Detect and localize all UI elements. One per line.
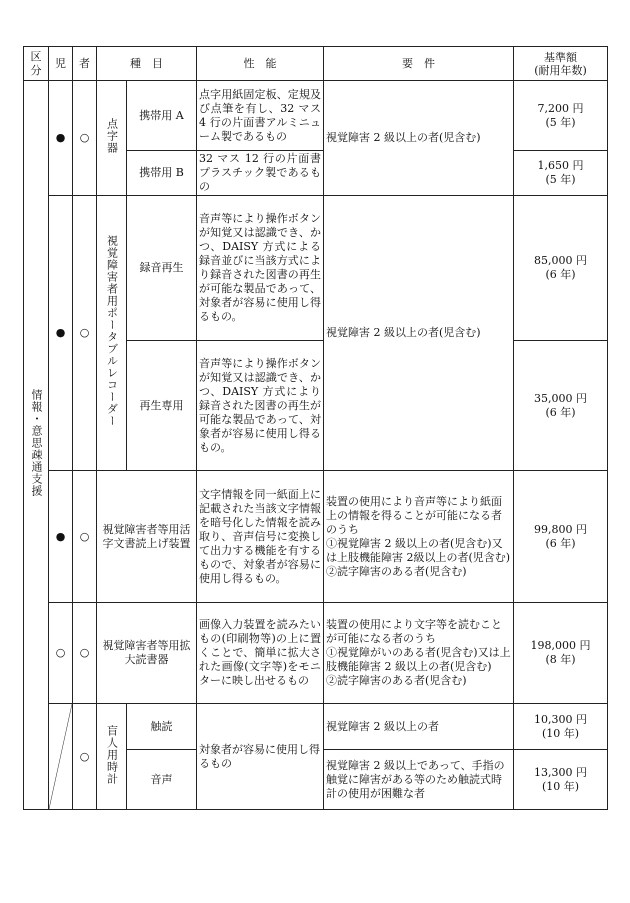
amount-cell: 13,300 円 (10 年) [514, 750, 608, 810]
performance-text: 点字用紙固定板、定規及び点筆を有し、32 マス 4 行の片面書アルミニューム製であるもの [197, 81, 324, 151]
amount-cell: 35,000 円 (6 年) [514, 341, 608, 471]
header-person: 者 [73, 47, 97, 81]
item-name: 録音再生 [127, 196, 197, 341]
amount-cell: 99,800 円 (6 年) [514, 471, 608, 603]
watch-group: 盲人用時計 [97, 704, 127, 810]
performance-text: 32 マス 12 行の片面書プラスチック製であるもの [197, 151, 324, 196]
amount-cell: 1,650 円 (5 年) [514, 151, 608, 196]
requirement-text: 視覚障害 2 級以上の者(児含む) [324, 81, 514, 196]
header-row [24, 47, 608, 81]
requirement-text: 装置の使用により文字等を読むことが可能になる者のうち ①視覚障がいのある者(児含む)又は上肢機能障害 2 級以上の者(児含む) ②読字障害のある者(児含む) [324, 603, 514, 704]
table-row [24, 471, 608, 603]
header-amount: 基準額 (耐用年数) [514, 47, 608, 81]
table-row [24, 196, 608, 341]
header-category: 区分 [24, 47, 49, 81]
item-name: 携帯用 A [127, 81, 197, 151]
performance-text: 音声等により操作ボタンが知覚又は認識でき、かつ、DAISY 方式により録音された図書の再生が可能な製品であって、対象者が容易に使用し得るもの。 [197, 341, 324, 471]
equipment-table [23, 46, 608, 810]
performance-text: 音声等により操作ボタンが知覚又は認識でき、かつ、DAISY 方式による録音並びに当該方式により録音された図書の再生が可能な製品であって、対象者が容易に使用し得るもの。 [197, 196, 324, 341]
braille-group: 点字器 [97, 81, 127, 196]
category-label: 情報・意思疎通支援 [30, 389, 43, 497]
amount-cell: 10,300 円 (10 年) [514, 704, 608, 750]
child-mark: ● [49, 81, 73, 196]
person-mark: ○ [73, 704, 97, 810]
requirement-text: 装置の使用により音声等により紙面上の情報を得ることが可能になる者のうち ①視覚障害 2 級以上の者(児含む)又は上肢機能障害 2級以上の者(児含む) ②読字障害のある者(児含む) [324, 471, 514, 603]
item-name: 音声 [127, 750, 197, 810]
item-name: 視覚障害者等用活字文書読上げ装置 [97, 471, 197, 603]
table-row [24, 704, 608, 750]
person-mark: ○ [73, 81, 97, 196]
person-mark: ○ [73, 471, 97, 603]
item-name: 再生専用 [127, 341, 197, 471]
recorder-group: 視覚障害者用ポータブルレコーダー [97, 196, 127, 471]
category-cell [24, 81, 49, 810]
person-mark: ○ [73, 196, 97, 471]
table-row [24, 81, 608, 151]
header-item: 種 目 [97, 47, 197, 81]
amount-cell: 7,200 円 (5 年) [514, 81, 608, 151]
requirement-text: 視覚障害 2 級以上であって、手指の触覚に障害がある等のため触読式時計の使用が困難な者 [324, 750, 514, 810]
child-mark: ● [49, 471, 73, 603]
performance-text: 画像入力装置を読みたいもの(印刷物等)の上に置くことで、簡単に拡大された画像(文字等)をモニターに映し出せるもの [197, 603, 324, 704]
header-child: 児 [49, 47, 73, 81]
child-mark: ○ [49, 603, 73, 704]
table-row [24, 603, 608, 704]
performance-text: 文字情報を同一紙面上に記載された当該文字情報を暗号化した情報を読み取り、音声信号に変換して出力する機能を有するもので、対象者が容易に使用し得るもの。 [197, 471, 324, 603]
child-na-cell [49, 704, 73, 810]
requirement-text: 視覚障害 2 級以上の者(児含む) [324, 196, 514, 471]
person-mark: ○ [73, 603, 97, 704]
item-name: 触読 [127, 704, 197, 750]
diagonal-line-icon [49, 704, 72, 809]
performance-text: 対象者が容易に使用し得るもの [197, 704, 324, 810]
item-name: 携帯用 B [127, 151, 197, 196]
item-name: 視覚障害者等用拡大読書器 [97, 603, 197, 704]
header-requirement: 要 件 [324, 47, 514, 81]
header-performance: 性 能 [197, 47, 324, 81]
requirement-text: 視覚障害 2 級以上の者 [324, 704, 514, 750]
amount-cell: 85,000 円 (6 年) [514, 196, 608, 341]
amount-cell: 198,000 円 (8 年) [514, 603, 608, 704]
child-mark: ● [49, 196, 73, 471]
